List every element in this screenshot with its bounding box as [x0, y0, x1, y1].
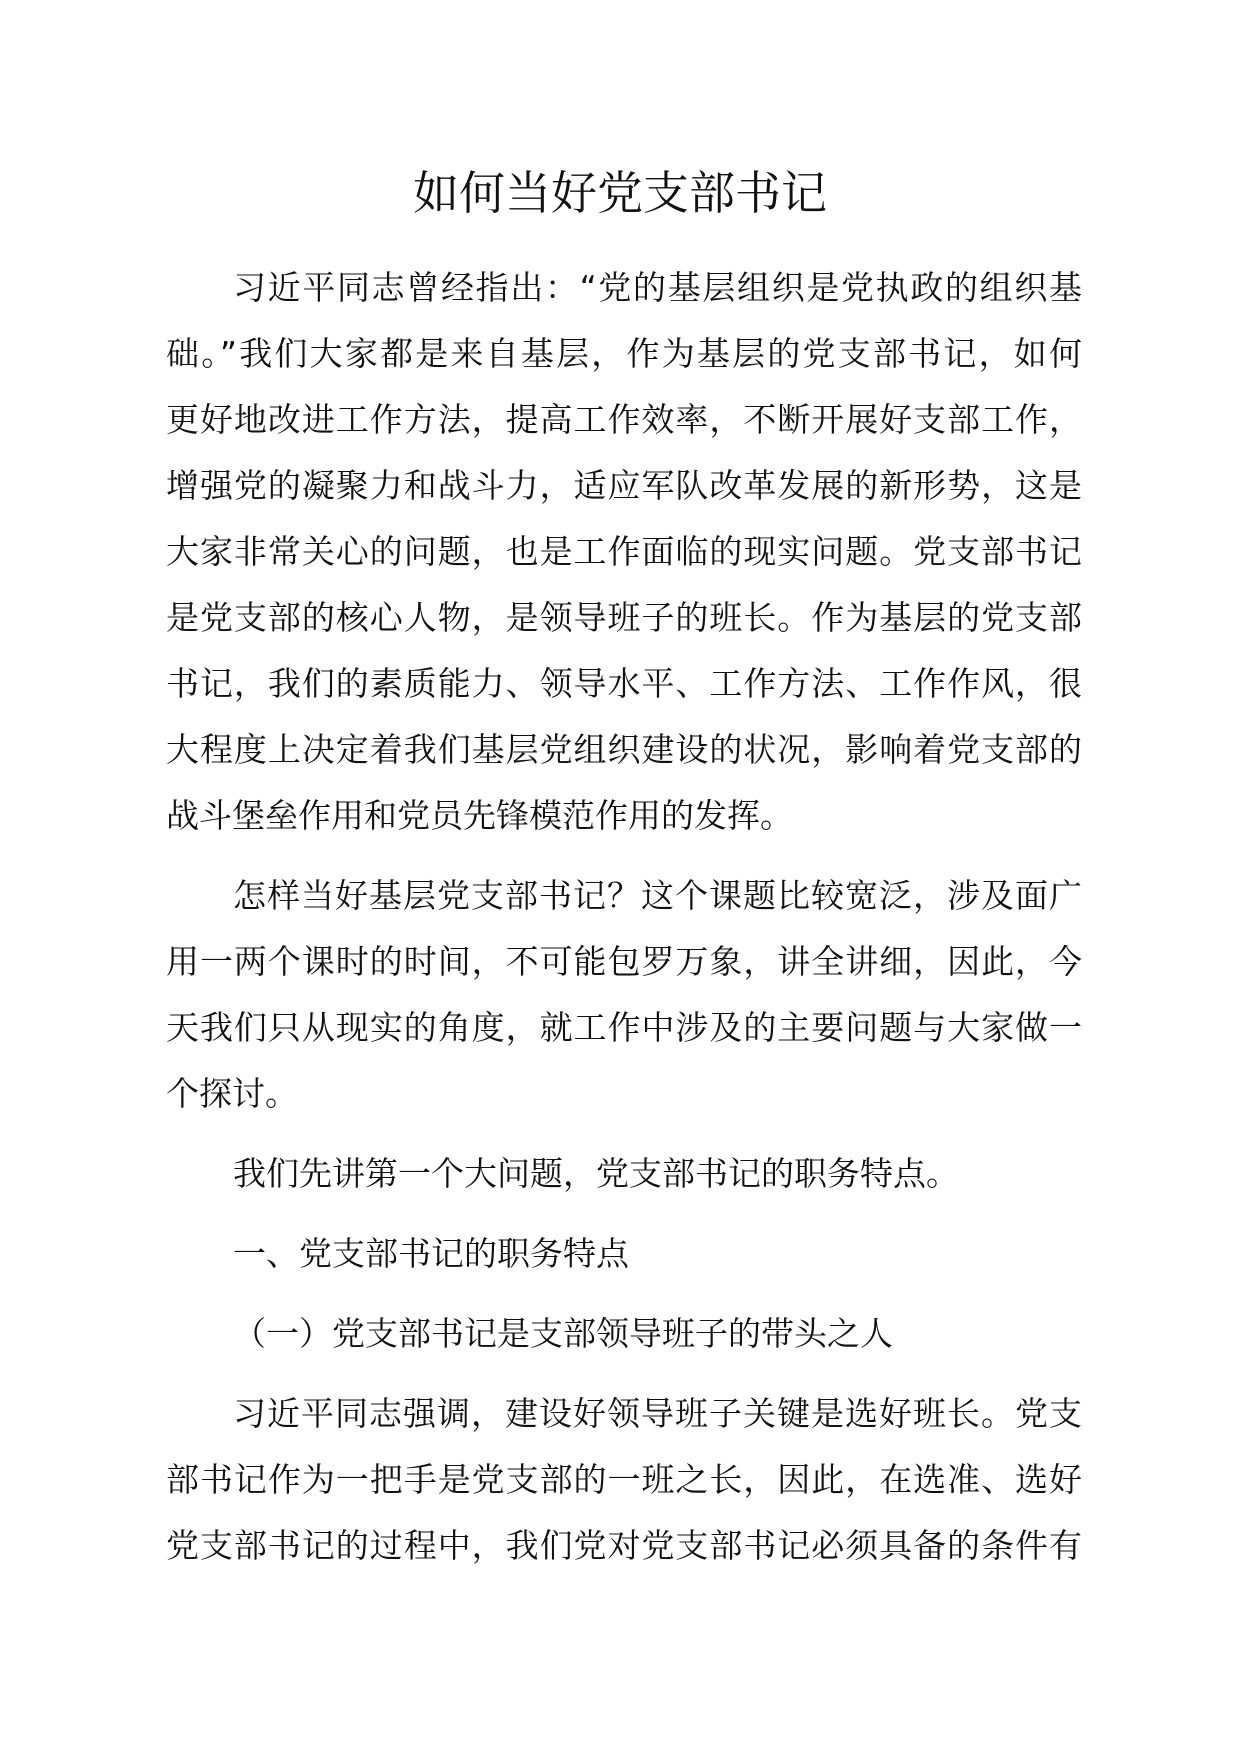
text-line: 战斗堡垒作用和党员先锋模范作用的发挥。: [166, 796, 793, 835]
text-line: （一）党支部书记是支部领导班子的带头之人: [233, 1314, 893, 1353]
text-line: 书记，我们的素质能力、领导水平、工作方法、工作作风，很: [166, 664, 1082, 703]
text-line: 大家非常关心的问题，也是工作面临的现实问题。党支部书记: [166, 532, 1082, 571]
text-line: 怎样当好基层党支部书记？这个课题比较宽泛，涉及面广: [233, 876, 1082, 915]
text-line: 一、党支部书记的职务特点: [233, 1234, 629, 1273]
paragraph: [166, 863, 1082, 1127]
text-line: 部书记作为一把手是党支部的一班之长，因此，在选准、选好: [166, 1460, 1082, 1499]
section-heading: [166, 1221, 1082, 1287]
text-line: 习近平同志强调，建设好领导班子关键是选好班长。党支: [233, 1394, 1082, 1433]
text-line: 是党支部的核心人物，是领导班子的班长。作为基层的党支部: [166, 598, 1082, 637]
subsection-heading: [166, 1301, 1082, 1367]
document-title: 如何当好党支部书记: [413, 166, 827, 220]
paragraph: [166, 1381, 1082, 1579]
text-line: 础。”我们大家都是来自基层，作为基层的党支部书记，如何: [166, 334, 1082, 373]
text-line: 更好地改进工作方法，提高工作效率，不断开展好支部工作，: [166, 400, 1082, 439]
paragraph: [166, 255, 1082, 849]
text-line: 增强党的凝聚力和战斗力，适应军队改革发展的新形势，这是: [166, 466, 1082, 505]
text-line: 大程度上决定着我们基层党组织建设的状况，影响着党支部的: [166, 730, 1082, 769]
paragraph: [166, 1141, 1082, 1207]
document-body: [166, 255, 1082, 1579]
text-line: 个探讨。: [166, 1074, 298, 1113]
text-line: 习近平同志曾经指出：“党的基层组织是党执政的组织基: [233, 268, 1082, 307]
text-line: 我们先讲第一个大问题，党支部书记的职务特点。: [233, 1154, 959, 1193]
text-line: 天我们只从现实的角度，就工作中涉及的主要问题与大家做一: [166, 1008, 1082, 1047]
text-line: 用一两个课时的时间，不可能包罗万象，讲全讲细，因此，今: [166, 942, 1082, 981]
text-line: 党支部书记的过程中，我们党对党支部书记必须具备的条件有: [166, 1526, 1082, 1565]
